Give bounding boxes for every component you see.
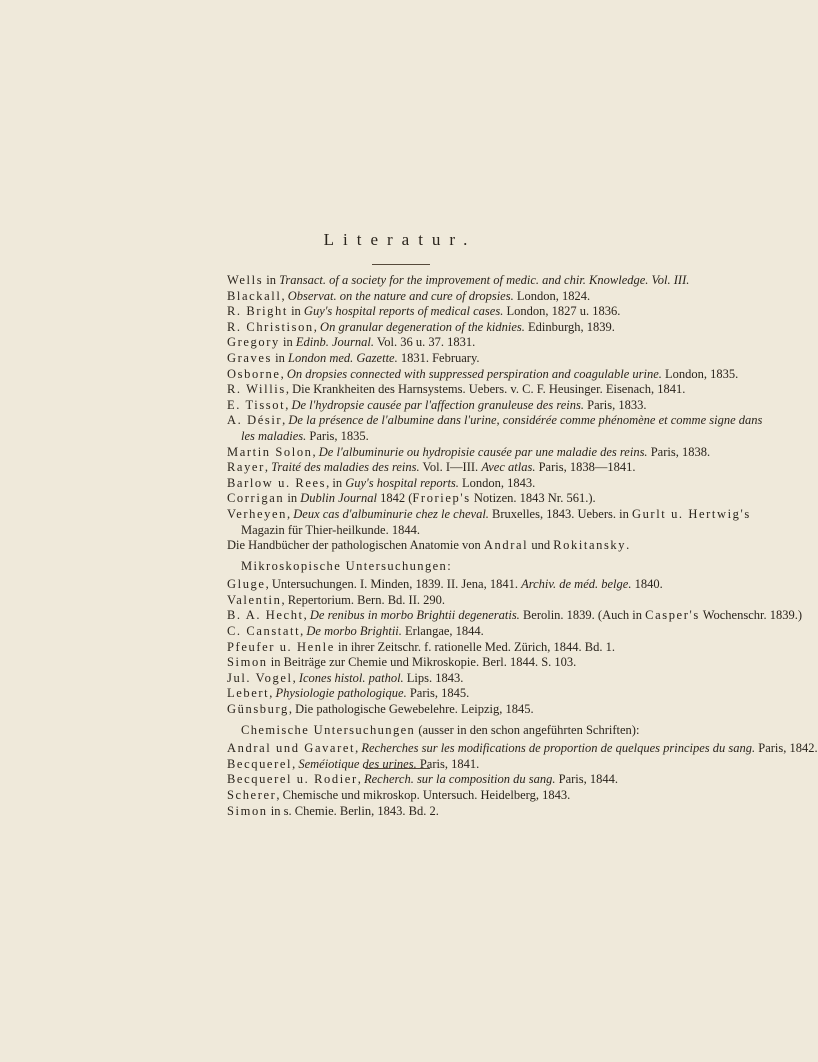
bib-entry: Gluge, Untersuchungen. I. Minden, 1839. II. Jena, 1841. Archiv. de méd. belge. 1840. xyxy=(227,577,663,592)
general-literature-list xyxy=(227,273,772,554)
title-rule xyxy=(372,264,430,265)
bib-entry: R. Willis, Die Krankheiten des Harnsystems. Uebers. v. C. F. Heusinger. Eisenach, 1841. xyxy=(227,382,686,397)
section-heading-chemical: Chemische Untersuchungen (ausser in den schon angeführten Schriften): xyxy=(241,722,640,737)
bib-entry: Valentin, Repertorium. Bern. Bd. II. 290. xyxy=(227,592,445,607)
bib-entry: Andral und Gavaret, Recherches sur les modifications de proportion de quelques principes du sang. Paris, 1842. xyxy=(227,741,818,756)
bib-entry: Verheyen, Deux cas d'albuminurie chez le cheval. Bruxelles, 1843. Uebers. in Gurlt u. Hertwig's Magazin für Thier-heilkunde. 1844. xyxy=(227,506,751,537)
bib-entry: Scherer, Chemische und mikroskop. Untersuch. Heidelberg, 1843. xyxy=(227,788,571,802)
bib-entry: E. Tissot, De l'hydropsie causée par l'affection granuleuse des reins. Paris, 1833. xyxy=(227,397,647,412)
bib-entry: Jul. Vogel, Icones histol. pathol. Lips. 1843. xyxy=(227,670,464,685)
bib-entry: Pfeufer u. Henle in ihrer Zeitschr. f. rationelle Med. Zürich, 1844. Bd. 1. xyxy=(227,639,615,654)
bib-entry: B. A. Hecht, De renibus in morbo Brightii degeneratis. Berolin. 1839. (Auch in Casper's Wochenschr. 1839.) xyxy=(227,608,803,623)
bib-entry: Rayer, Traité des maladies des reins. Vol. I—III. Avec atlas. Paris, 1838—1841. xyxy=(227,460,636,475)
bib-entry: Barlow u. Rees, in Guy's hospital reports. London, 1843. xyxy=(227,475,536,490)
bib-entry: Wells in Transact. of a society for the improvement of medic. and chir. Knowledge. Vol. III. xyxy=(227,273,690,287)
bib-entry: Gregory in Edinb. Journal. Vol. 36 u. 37. 1831. xyxy=(227,335,476,350)
bib-entry: R. Bright in Guy's hospital reports of medical cases. London, 1827 u. 1836. xyxy=(227,304,621,319)
bib-entry: Corrigan in Dublin Journal 1842 (Froriep's Notizen. 1843 Nr. 561.). xyxy=(227,491,596,506)
bib-entry: Simon in Beiträge zur Chemie und Mikroskopie. Berl. 1844. S. 103. xyxy=(227,655,577,670)
bib-entry: Lebert, Physiologie pathologique. Paris, 1845. xyxy=(227,686,470,701)
bib-entry: Becquerel, Seméiotique des urines. Paris, 1841. xyxy=(227,756,480,771)
bib-entry: Martin Solon, De l'albuminurie ou hydropisie causée par une maladie des reins. Paris, 1838. xyxy=(227,444,711,459)
bib-entry: A. Désir, De la présence de l'albumine dans l'urine, considérée comme phénomène et comme signe dans les maladies. Paris, 1835. xyxy=(227,413,763,443)
bib-entry: Günsburg, Die pathologische Gewebelehre. Leipzig, 1845. xyxy=(227,702,534,717)
bib-entry: Osborne, On dropsies connected with suppressed perspiration and coagulable urine. London, 1835. xyxy=(227,366,739,381)
bib-entry: C. Canstatt, De morbo Brightii. Erlangae, 1844. xyxy=(227,624,484,639)
closing-rule xyxy=(365,768,430,769)
bib-entry: Die Handbücher der pathologischen Anatomie von Andral und Rokitansky. xyxy=(227,538,630,553)
bib-entry: Graves in London med. Gazette. 1831. February. xyxy=(227,350,480,365)
bib-entry: R. Christison, On granular degeneration of the kidnies. Edinburgh, 1839. xyxy=(227,319,615,334)
bibliography xyxy=(227,273,818,819)
bib-entry: Blackall, Observat. on the nature and cure of dropsies. London, 1824. xyxy=(227,288,591,303)
section-heading-microscopic: Mikroskopische Untersuchungen: xyxy=(241,558,453,573)
microscopic-literature-list xyxy=(227,577,803,717)
bib-entry: Becquerel u. Rodier, Recherch. sur la composition du sang. Paris, 1844. xyxy=(227,772,618,787)
page-title: Literatur. xyxy=(323,230,477,249)
chemical-literature-list xyxy=(227,741,818,819)
bib-entry: Simon in s. Chemie. Berlin, 1843. Bd. 2. xyxy=(227,803,439,818)
